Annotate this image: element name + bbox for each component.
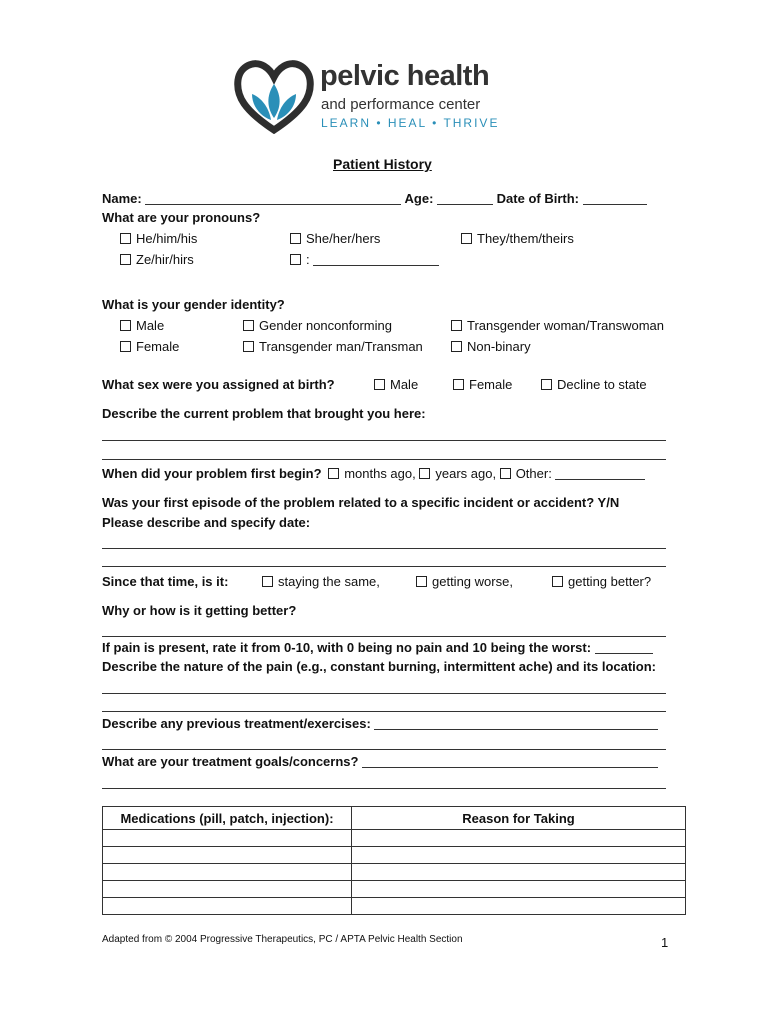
gender-option[interactable]: Male (120, 318, 164, 334)
checkbox[interactable] (416, 576, 427, 587)
goals-question: What are your treatment goals/concerns? (102, 754, 658, 770)
name-row (102, 191, 647, 207)
sex-option[interactable]: Decline to state (541, 377, 647, 393)
table-cell[interactable] (352, 898, 686, 915)
checkbox[interactable] (262, 576, 273, 587)
age-label: Age: (404, 191, 434, 206)
checkbox[interactable] (290, 254, 301, 265)
pronouns-question: What are your pronouns? (102, 210, 261, 225)
dob-label: Date of Birth: (496, 191, 579, 206)
logo (234, 58, 514, 138)
table-cell[interactable] (352, 864, 686, 881)
since-option[interactable]: staying the same, (262, 574, 380, 590)
table-cell[interactable] (352, 830, 686, 847)
treatment-field[interactable] (374, 717, 658, 730)
checkbox[interactable] (243, 341, 254, 352)
answer-line[interactable] (102, 788, 666, 789)
pain-rate-field[interactable] (595, 641, 653, 654)
checkbox[interactable] (552, 576, 563, 587)
checkbox[interactable] (328, 468, 339, 479)
problem-question: Describe the current problem that brought you here: (102, 406, 426, 421)
sex-option[interactable]: Female (453, 377, 512, 393)
pronoun-option[interactable]: They/them/theirs (461, 231, 574, 247)
answer-line[interactable] (102, 749, 666, 750)
pronoun-option[interactable]: Ze/hir/hirs (120, 252, 194, 268)
answer-line[interactable] (102, 636, 666, 637)
pronoun-option[interactable]: She/her/hers (290, 231, 380, 247)
page-number: 1 (661, 935, 669, 950)
checkbox[interactable] (419, 468, 430, 479)
sex-question: What sex were you assigned at birth? (102, 377, 335, 392)
pronoun-other-field[interactable] (313, 253, 439, 266)
answer-line[interactable] (102, 440, 666, 441)
table-cell[interactable] (103, 864, 352, 881)
incident-describe: Please describe and specify date: (102, 515, 311, 530)
checkbox[interactable] (453, 379, 464, 390)
answer-line[interactable] (102, 566, 666, 567)
table-cell[interactable] (352, 881, 686, 898)
incident-question: Was your first episode of the problem related to a specific incident or accident? Y/N (102, 495, 620, 510)
table-cell[interactable] (103, 898, 352, 915)
table-cell[interactable] (103, 881, 352, 898)
medications-table (102, 806, 686, 915)
age-field[interactable] (437, 192, 493, 205)
answer-line[interactable] (102, 711, 666, 712)
since-option[interactable]: getting better? (552, 574, 651, 590)
checkbox[interactable] (120, 254, 131, 265)
gender-option[interactable]: Gender nonconforming (243, 318, 392, 334)
gender-option[interactable]: Transgender woman/Transwoman (451, 318, 664, 334)
table-row (103, 864, 686, 881)
sex-option[interactable]: Male (374, 377, 418, 393)
pain-nature-question: Describe the nature of the pain (e.g., constant burning, intermittent ache) and its location: (102, 659, 656, 674)
gender-option[interactable]: Female (120, 339, 179, 355)
checkbox[interactable] (120, 320, 131, 331)
logo-tagline: LEARN • HEAL • THRIVE (321, 116, 500, 130)
answer-line[interactable] (102, 693, 666, 694)
page-title: Patient History (333, 156, 432, 172)
treatment-question: Describe any previous treatment/exercises: (102, 716, 658, 732)
table-row (103, 830, 686, 847)
pronoun-other-option[interactable]: : (290, 252, 439, 268)
gender-question: What is your gender identity? (102, 297, 285, 312)
name-field[interactable] (145, 192, 401, 205)
table-cell[interactable] (352, 847, 686, 864)
table-row (103, 898, 686, 915)
pronoun-option[interactable]: He/him/his (120, 231, 197, 247)
checkbox[interactable] (500, 468, 511, 479)
dob-field[interactable] (583, 192, 647, 205)
table-cell[interactable] (103, 847, 352, 864)
gender-option[interactable]: Transgender man/Transman (243, 339, 423, 355)
checkbox[interactable] (290, 233, 301, 244)
answer-line[interactable] (102, 459, 666, 460)
table-cell[interactable] (103, 830, 352, 847)
onset-row: When did your problem first begin? months ago, years ago, Other: (102, 466, 645, 482)
checkbox[interactable] (120, 233, 131, 244)
checkbox[interactable] (374, 379, 385, 390)
since-option[interactable]: getting worse, (416, 574, 513, 590)
why-question: Why or how is it getting better? (102, 603, 297, 618)
checkbox[interactable] (243, 320, 254, 331)
checkbox[interactable] (461, 233, 472, 244)
name-label: Name: (102, 191, 142, 206)
logo-subtitle: and performance center (321, 96, 481, 113)
checkbox[interactable] (451, 320, 462, 331)
onset-other-field[interactable] (555, 467, 645, 480)
since-question: Since that time, is it: (102, 574, 229, 589)
medications-header: Medications (pill, patch, injection): (103, 807, 352, 830)
answer-line[interactable] (102, 548, 666, 549)
lotus-heart-logo-icon (234, 58, 314, 134)
pain-rate-question: If pain is present, rate it from 0-10, with 0 being no pain and 10 being the worst: (102, 640, 653, 656)
checkbox[interactable] (451, 341, 462, 352)
checkbox[interactable] (541, 379, 552, 390)
gender-option[interactable]: Non-binary (451, 339, 531, 355)
logo-name: pelvic health (320, 60, 490, 92)
reason-header: Reason for Taking (352, 807, 686, 830)
table-row (103, 847, 686, 864)
checkbox[interactable] (120, 341, 131, 352)
table-row (103, 881, 686, 898)
onset-question: When did your problem first begin? (102, 466, 322, 481)
table-header-row (103, 807, 686, 830)
goals-field[interactable] (362, 755, 658, 768)
footer-credit: Adapted from © 2004 Progressive Therapeutics, PC / APTA Pelvic Health Section (102, 934, 463, 945)
